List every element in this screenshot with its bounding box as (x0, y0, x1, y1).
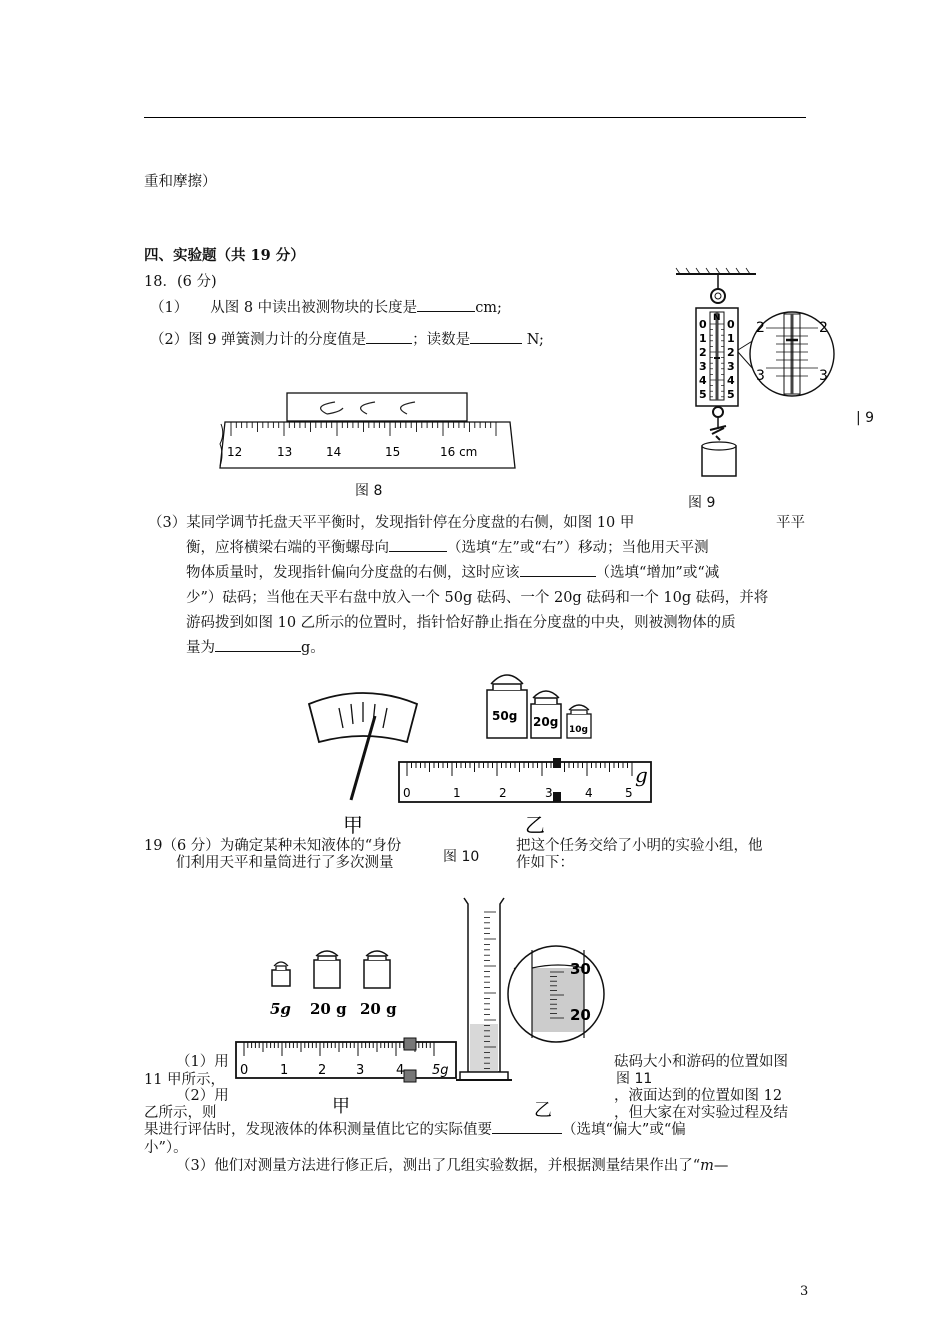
q18-p3-line6a: 量为 (186, 640, 215, 656)
label-yi: 乙 (525, 813, 545, 837)
q19-p2c: 乙所示，则 (144, 1105, 217, 1121)
answer-blank (520, 562, 596, 577)
q19-p2a: （2）用 (176, 1088, 229, 1104)
weight-10g: 10g (569, 725, 588, 735)
ruler-label: 3 (356, 1063, 365, 1078)
ruler-label: 15 (385, 445, 401, 459)
weight-50g: 50g (492, 709, 518, 723)
q18-p3-line1: （3）某同学调节托盘天平平衡时，发现指针停在分度盘的右侧，如图 10 甲 (148, 515, 635, 531)
answer-blank (366, 329, 412, 344)
q18-p2-text: （2）图 9 弹簧测力计的分度值是 (150, 332, 367, 348)
q18-p1-num: （1） (150, 300, 189, 316)
figure-11-caption: 图 11 (616, 1071, 653, 1087)
scale-label-left: 4 (699, 374, 707, 387)
q19-line1c: 把这个任务交给了小明的实验小组，他 (516, 838, 763, 854)
ruler-label: 2 (499, 786, 507, 800)
figure-8-caption: 图 8 (355, 483, 383, 499)
zoom-label: 2 (819, 320, 828, 336)
q18-p3-line6b: g。 (301, 640, 325, 656)
q19-p3-m: m (700, 1158, 714, 1174)
scale-label-right: 4 (727, 374, 735, 387)
q18-p3-line2 (186, 536, 709, 557)
scale-label-left: 1 (699, 332, 707, 345)
ruler-unit: g (635, 763, 648, 787)
q18-part1 (150, 296, 502, 317)
answer-blank (389, 537, 447, 552)
q19-p1c: 11 甲所示， (144, 1072, 226, 1088)
q18-p3-line4: 少”）砝码；当他在天平右盘中放入一个 50g 砝码、一个 20g 砝码和一个 10g 砝码，并将 (186, 590, 769, 606)
q18-p3-line6 (186, 636, 325, 657)
scale-letter: N (713, 313, 721, 323)
zoom-label-30: 30 (570, 960, 591, 978)
q18-head: 18．(6 分) (144, 274, 217, 290)
q18-part2 (150, 328, 544, 349)
ruler-label: 13 (277, 445, 293, 459)
scale-label-right: 5 (727, 388, 735, 401)
ruler-label: 0 (403, 786, 411, 800)
ruler-label: 14 (326, 445, 342, 459)
figure-10-balance (303, 662, 663, 840)
q18-p3-line3b: （选填“增加”或“减 (595, 565, 720, 581)
q19-p3: （3）他们对测量方法进行修正后，测出了几组实验数据，并根据测量结果作出了“ (176, 1158, 701, 1174)
q18-p1-text: 从图 8 中读出被测物块的长度是 (210, 300, 418, 316)
q19-p2d: ，但大家在对实验过程及结 (614, 1105, 788, 1121)
label-yi: 乙 (534, 1100, 552, 1121)
ruler-label: 0 (240, 1063, 249, 1078)
q18-p3-line2a: 衡，应将横梁右端的平衡螺母向 (186, 540, 389, 556)
q19-line2b: 作如下： (516, 855, 574, 871)
q19-p2e: 果进行评估时，发现液体的体积测量值比它的实际值要 (144, 1122, 492, 1138)
q19-p2b: ，液面达到的位置如图 12 (614, 1088, 783, 1104)
figure-11-measurement (232, 894, 612, 1124)
q18-p3-line2b: （选填“左”或“右”）移动；当他用天平测 (447, 540, 709, 556)
q19-p2f: （选填“偏大”或“偏 (562, 1122, 686, 1138)
q19-p3-line (176, 1154, 728, 1175)
zoom-label: 3 (756, 368, 765, 384)
header-rule (144, 117, 806, 118)
weight-20g: 20g (533, 715, 559, 729)
answer-blank (215, 637, 301, 652)
ruler-label: 1 (280, 1063, 289, 1078)
scale-label-right: 3 (727, 360, 735, 373)
q18-p2-mid: ；读数是 (412, 332, 471, 348)
q19-line2a: 们利用天平和量筒进行了多次测量 (176, 855, 394, 871)
label-jia: 甲 (343, 813, 363, 837)
q18-p3-line3 (186, 561, 719, 582)
ruler-label: 5 (625, 786, 633, 800)
scale-label-left: 5 (699, 388, 707, 401)
figure-9-caption: 图 9 (688, 495, 716, 511)
figure-8-ruler (215, 390, 515, 475)
ruler-label: 2 (318, 1063, 327, 1078)
figure-9-spring-scale (676, 268, 836, 483)
scale-label-right: 0 (727, 318, 735, 331)
weight-20g-a: 20 g (310, 1000, 347, 1018)
scale-label-left: 0 (699, 318, 707, 331)
q19-p1b: 砝码大小和游码的位置如图 (614, 1054, 788, 1070)
q18-p2-unit: N; (526, 332, 544, 348)
scale-label-left: 2 (699, 346, 707, 359)
scale-label-right: 2 (727, 346, 735, 359)
q18-p1-unit: cm; (475, 300, 502, 316)
q19-p2-line (144, 1118, 686, 1139)
answer-blank (492, 1119, 562, 1134)
q18-p3-line3a: 物体质量时，发现指针偏向分度盘的右侧，这时应该 (186, 565, 520, 581)
label-jia: 甲 (332, 1096, 350, 1117)
figure-9-side-mark: | 9 (856, 410, 875, 426)
q18-p3-line5: 游码拨到如图 10 乙所示的位置时，指针恰好静止指在分度盘的中央，则被测物体的质 (186, 615, 736, 631)
ruler-label: 1 (453, 786, 461, 800)
zoom-label: 3 (819, 368, 828, 384)
section-title: 四、实验题（共 19 分） (144, 247, 305, 264)
ruler-label: 16 cm (440, 445, 478, 459)
zoom-label-20: 20 (570, 1006, 591, 1024)
figure-10-caption: 图 10 (443, 849, 480, 865)
q19-p2g: 小”）。 (144, 1140, 188, 1156)
ruler-label: 3 (545, 786, 553, 800)
q18-p3-line1-tail: 平平 (776, 515, 805, 531)
q19-p3-dash: — (713, 1158, 729, 1174)
ruler-label: 12 (227, 445, 243, 459)
answer-blank (417, 297, 475, 312)
scale-label-left: 3 (699, 360, 707, 373)
q19-line1a: 19（6 分）为确定某种未知液体的“身份 (144, 838, 402, 854)
scale-label-right: 1 (727, 332, 735, 345)
q19-p1a: （1）用 (176, 1054, 229, 1070)
ruler-label: 4 (585, 786, 593, 800)
ruler-label: 5g (432, 1063, 449, 1078)
answer-blank (470, 329, 522, 344)
zoom-label: 2 (756, 320, 765, 336)
ruler-label: 4 (396, 1063, 405, 1078)
page-number: 3 (800, 1284, 809, 1299)
continuation-text: 重和摩擦） (144, 174, 217, 190)
weight-20g-b: 20 g (360, 1000, 397, 1018)
weight-5g: 5g (270, 1000, 291, 1018)
